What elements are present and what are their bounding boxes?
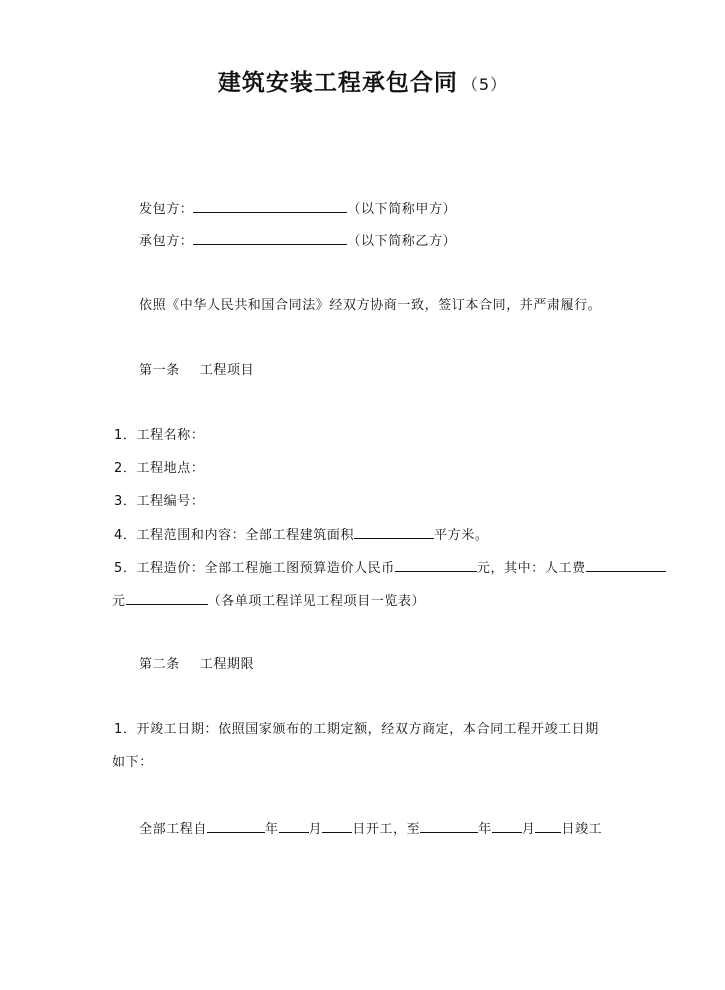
- employer-label: 发包方：: [139, 202, 194, 217]
- article1-number: 第一条: [139, 363, 180, 378]
- contractor-label: 承包方：: [139, 234, 194, 249]
- start-year-blank: [207, 820, 265, 833]
- end-year-blank: [420, 820, 478, 833]
- start-year-label: 年: [265, 822, 279, 837]
- yuan-blank: [126, 592, 208, 605]
- intro-paragraph: 依照《中华人民共和国合同法》经双方协商一致，签订本合同，并严肃履行。: [139, 298, 602, 313]
- title-number: （5）: [461, 75, 508, 94]
- start-day-blank: [322, 820, 352, 833]
- item5-text: 5．工程造价：全部工程施工图预算造价人民币: [114, 561, 395, 576]
- item4-text: 4．工程范围和内容：全部工程建筑面积: [114, 528, 355, 543]
- end-month-label: 月: [521, 822, 536, 837]
- article2-item1: 1．开竣工日期：依照国家颁布的工期定额，经双方商定，本合同工程开竣工日期: [114, 722, 599, 737]
- item4-unit: 平方米。: [434, 528, 489, 543]
- article1-item3: 3．工程编号：: [114, 494, 205, 509]
- article1-item5-cont: [112, 592, 425, 610]
- employer-note: （以下简称甲方）: [347, 202, 457, 217]
- contractor-blank: [193, 232, 347, 245]
- article1-item5: [114, 559, 666, 577]
- contractor-line: [139, 232, 456, 250]
- contractor-note: （以下简称乙方）: [347, 234, 457, 249]
- end-month-blank: [492, 820, 522, 833]
- start-month-label: 月: [308, 822, 323, 837]
- start-month-blank: [279, 820, 309, 833]
- article1-item4: [114, 526, 488, 544]
- employer-line: [139, 200, 456, 218]
- article1-heading: [139, 363, 254, 379]
- article1-item2: 2．工程地点：: [114, 461, 205, 476]
- article2-item1-cont: 如下：: [112, 755, 153, 770]
- article2-title: 工程期限: [199, 657, 255, 672]
- employer-blank: [193, 200, 347, 213]
- start-day-label: 日开工，至: [352, 822, 421, 837]
- schedule-line: [139, 820, 602, 838]
- schedule-prefix: 全部工程自: [139, 822, 208, 837]
- end-day-blank: [535, 820, 561, 833]
- end-year-label: 年: [478, 822, 492, 837]
- item5-labor: 元，其中：人工费: [476, 561, 586, 576]
- item5-yuan: 元: [112, 594, 126, 609]
- article1-title: 工程项目: [199, 363, 255, 378]
- labor-blank: [586, 559, 666, 572]
- end-day-label: 日竣工: [561, 822, 603, 837]
- title-main: 建筑安装工程承包合同: [217, 70, 458, 96]
- area-blank: [354, 526, 434, 539]
- document-title: [0, 64, 725, 97]
- article2-heading: [139, 657, 254, 673]
- article2-number: 第二条: [139, 657, 180, 672]
- cost-blank: [395, 559, 477, 572]
- article1-item1: 1．工程名称：: [114, 428, 205, 443]
- item5-note: （各单项工程详见工程项目一览表）: [207, 594, 426, 609]
